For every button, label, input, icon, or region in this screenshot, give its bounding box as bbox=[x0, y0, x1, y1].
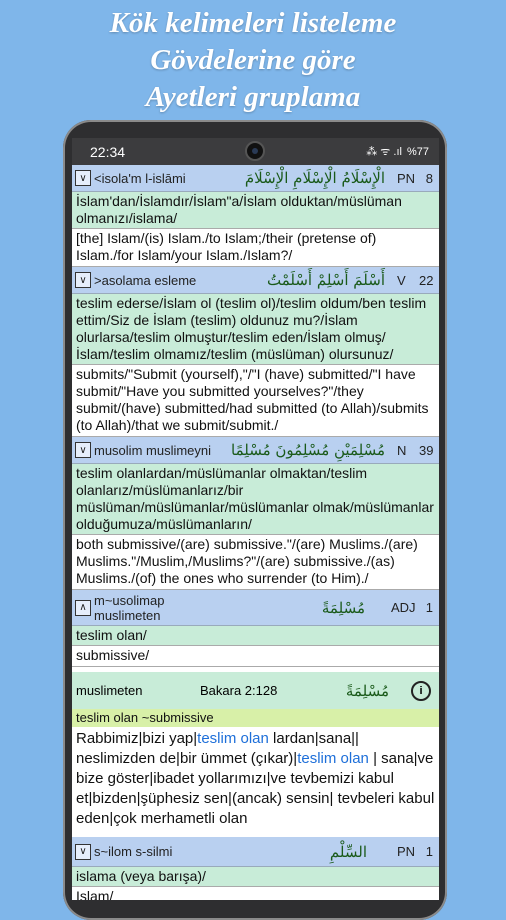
verse-reference[interactable]: Bakara 2:128 bbox=[200, 683, 278, 698]
arabic-forms: السِّلْمِ bbox=[329, 842, 367, 861]
chevron-down-icon[interactable]: ∨ bbox=[75, 170, 91, 186]
verse-arabic-word: مُسْلِمَةً bbox=[345, 681, 389, 700]
verse-segment: Rabbimiz|bizi yap| bbox=[76, 730, 198, 747]
root-word: >asolama esleme bbox=[94, 272, 197, 288]
english-meanings: both submissive/(are) submissive."/(are) Muslims./(are) Muslims."/Muslim,/Muslims?"/(are) submissive./(as) Muslims./(of) the ones who surrender (to Him)./ bbox=[72, 535, 439, 590]
turkish-meanings: teslim olanlardan/müslümanlar olmaktan/teslim olanlarız/müslümanlarız/bir müslüman/müslümanlar/müslümanlar olmak/müslümanlar olduğumuza/müslümanların/ bbox=[72, 464, 439, 535]
status-icons bbox=[366, 144, 429, 159]
root-word: s~ilom s-silmi bbox=[94, 844, 173, 859]
english-meanings: Islam/ bbox=[72, 887, 439, 900]
english-meanings: submits/"Submit (yourself),"/"I (have) submitted/"I have submit/"Have you submitted yourselves?"/they submit/(have) submitted/had submitted (to Allah)/submits (to Allah)/that we submit/submit./ bbox=[72, 365, 439, 437]
occurrence-count: 22 bbox=[419, 272, 434, 288]
verse-word-meaning: teslim olan ~submissive bbox=[72, 709, 439, 727]
info-icon[interactable]: i bbox=[411, 681, 431, 701]
root-entry-header[interactable] bbox=[72, 837, 439, 867]
phone-screen bbox=[72, 138, 439, 900]
part-of-speech: V bbox=[397, 272, 406, 288]
occurrence-count: 8 bbox=[425, 170, 433, 186]
verse-root-word: muslimeten bbox=[76, 683, 143, 698]
verse-header bbox=[72, 672, 439, 709]
occurrence-count: 39 bbox=[419, 442, 434, 458]
promo-line-1: Kök kelimeleri listeleme bbox=[109, 7, 397, 39]
verse-segment: lardan|sana|| neslimizden de|bir ümmet (çıkar)| bbox=[76, 730, 359, 767]
root-word: musolim muslimeyni bbox=[94, 442, 212, 458]
battery-level: %77 bbox=[406, 145, 429, 158]
arabic-forms: مُسْلِمَيْنِ مُسْلِمُونَ مُسْلِمًا bbox=[231, 441, 385, 459]
highlighted-word[interactable]: teslim olan bbox=[297, 750, 369, 767]
part-of-speech: PN bbox=[397, 170, 416, 186]
turkish-meanings: teslim olan/ bbox=[72, 626, 439, 646]
turkish-meanings: islama (veya barışa)/ bbox=[72, 867, 439, 887]
turkish-meanings: İslam'dan/İslamdır/İslam"a/İslam olduktan/müslüman olmanızı/islama/ bbox=[72, 192, 439, 229]
promo-line-3: Ayetleri gruplama bbox=[145, 81, 361, 113]
promo-caption bbox=[0, 0, 506, 116]
part-of-speech: N bbox=[397, 442, 407, 458]
arabic-forms: مُسْلِمَةً bbox=[321, 598, 365, 617]
front-camera bbox=[245, 141, 265, 161]
verse-segment: | sana|ve bize göster|ibadet yollarımızı|ve tevbemizi kabul et|bizden|şüphesiz sen|(ancak) sensin| tevbeleri kabul eden|çok merhametli olan bbox=[76, 750, 435, 827]
highlighted-word[interactable]: teslim olan bbox=[197, 730, 269, 747]
root-entry-header[interactable] bbox=[72, 590, 439, 626]
chevron-down-icon[interactable]: ∨ bbox=[75, 442, 91, 458]
promo-line-2: Gövdelerine göre bbox=[150, 44, 356, 76]
root-entry-header[interactable] bbox=[72, 267, 439, 294]
chevron-down-icon[interactable]: ∨ bbox=[75, 844, 91, 860]
root-entry-header[interactable] bbox=[72, 437, 439, 464]
chevron-down-icon[interactable]: ∨ bbox=[75, 272, 91, 288]
occurrence-count: 1 bbox=[425, 600, 433, 615]
arabic-forms: الْإِسْلَامُ الْإِسْلَامِ الْإِسْلَامَ bbox=[244, 169, 385, 187]
part-of-speech: ADJ bbox=[391, 600, 416, 615]
chevron-up-icon[interactable]: ∧ bbox=[75, 600, 91, 616]
root-entry-header[interactable] bbox=[72, 165, 439, 192]
signal-icon: ⁂ ᯤ .ıl bbox=[366, 146, 402, 158]
arabic-forms: أَسْلَمَ أَسْلِمْ أَسْلَمْتُ bbox=[266, 271, 385, 289]
turkish-meanings: teslim ederse/İslam ol (teslim ol)/teslim oldum/ben teslim ettim/Siz de İslam (teslim) oldunuz mu?/İslam olurlarsa/teslim olmuştur/teslim eden/İslam olmuş/İslam/teslim olmamız/teslim (müslüman) olursunuz/ bbox=[72, 294, 439, 365]
root-word: <isola'm l-islāmi bbox=[94, 170, 186, 186]
english-meanings: [the] Islam/(is) Islam./to Islam;/their (pretense of) Islam./for Islam/your Islam./Islam?/ bbox=[72, 229, 439, 267]
occurrence-count: 1 bbox=[425, 844, 433, 859]
part-of-speech: PN bbox=[397, 844, 416, 859]
verse-text bbox=[72, 727, 439, 831]
status-time: 22:34 bbox=[90, 143, 126, 160]
english-meanings: submissive/ bbox=[72, 646, 439, 667]
root-word: m~usolimap muslimeten bbox=[94, 592, 165, 623]
